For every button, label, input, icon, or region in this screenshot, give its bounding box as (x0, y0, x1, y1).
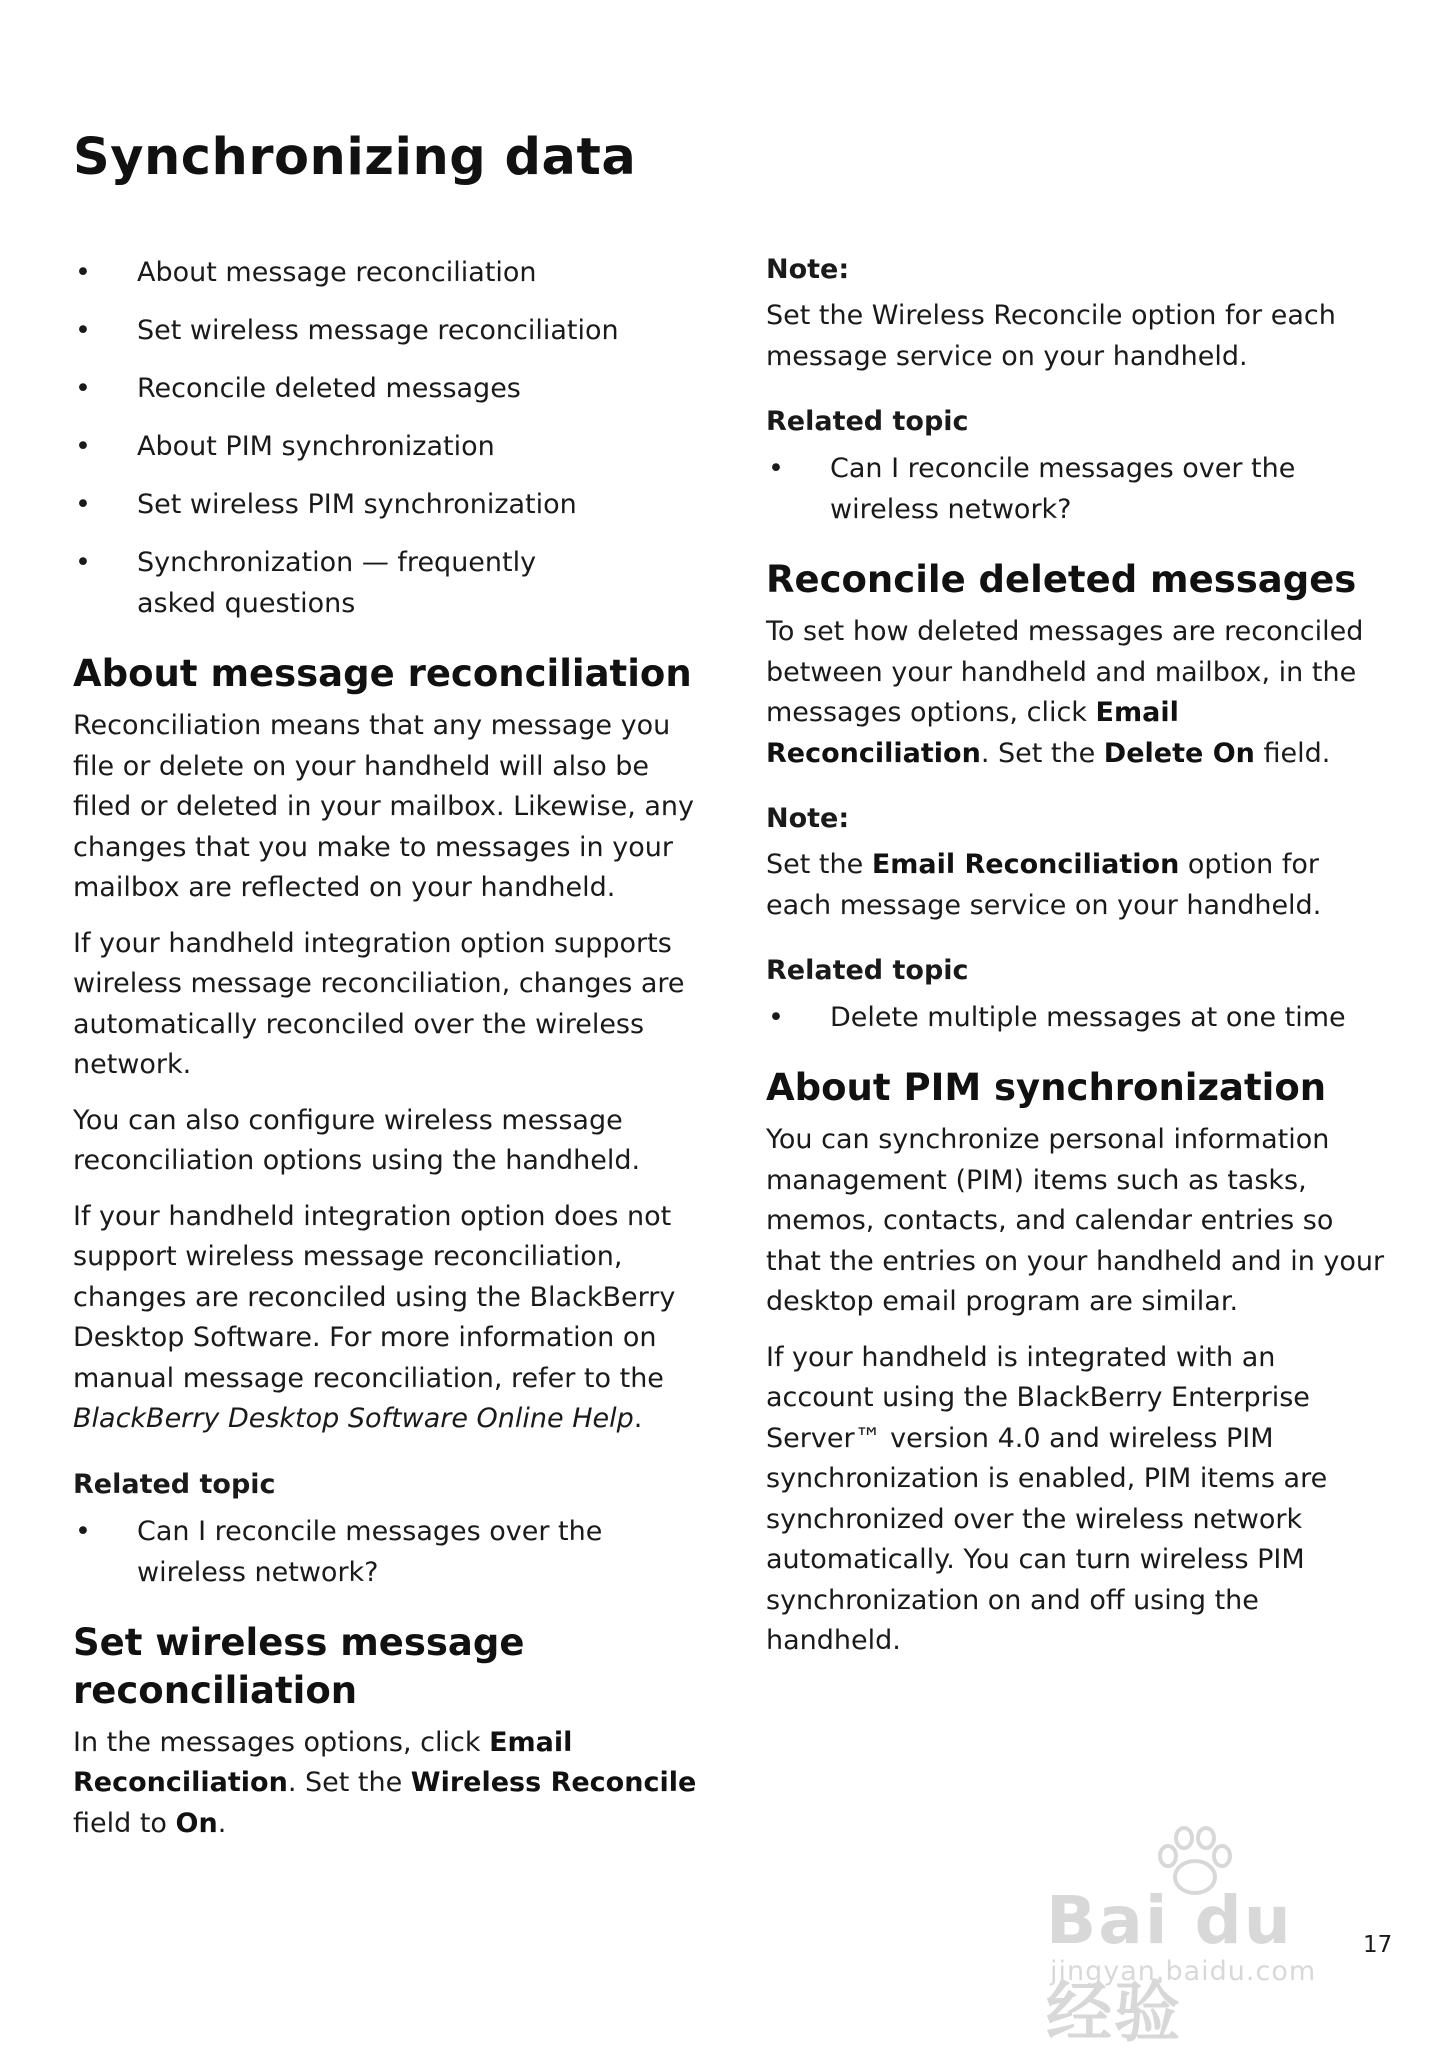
paragraph-text: Set the (766, 849, 872, 880)
paragraph-text: To set how deleted messages are reconciled between your handheld and mailbox, in the messages options, click (766, 616, 1364, 728)
paragraph-text: In the messages options, click (73, 1726, 490, 1758)
toc-item[interactable]: • Reconcile deleted messages (73, 368, 698, 409)
section-heading-reconcile-deleted-messages: Reconcile deleted messages (766, 558, 1357, 601)
paragraph-text: . Set the (980, 737, 1104, 769)
related-topic-list (73, 1511, 698, 1593)
toc-list (73, 252, 698, 624)
paragraph-text: option for each message service on your handheld. (766, 849, 1322, 921)
note-text: Set the Wireless Reconcile option for each message service on your handheld. (766, 300, 1336, 372)
related-topic-link[interactable]: • Delete multiple messages at one time (766, 997, 1391, 1038)
right-column (766, 250, 1391, 1677)
paragraph: Reconciliation means that any message you file or delete on your handheld will also be filed or deleted in your mailbox. Likewise, any changes that you make to messages in your mailbox are reflected on your handheld. (73, 710, 695, 903)
ui-term: Email Reconciliation (73, 1726, 573, 1798)
paragraph: You can also configure wireless message reconciliation options using the handheld. (73, 1104, 641, 1176)
ui-term: Wireless Reconcile (410, 1767, 697, 1798)
paragraph (73, 1723, 698, 1845)
page-number: 17 (1363, 1932, 1393, 1958)
related-topic-link[interactable]: • Can I reconcile messages over the wireless network? (73, 1511, 698, 1593)
ui-term: Email Reconciliation (871, 849, 1180, 880)
note-label: Note: (766, 254, 850, 285)
section-heading-about-message-reconciliation: About message reconciliation (73, 652, 692, 695)
paragraph (766, 612, 1391, 774)
ui-term: On (175, 1807, 218, 1839)
watermark-url: jingyan.baidu.com (1050, 1956, 1317, 1987)
related-topic-list (766, 997, 1391, 1038)
related-topic-list (766, 448, 1391, 530)
section-heading-set-wireless-message-reconciliation: Set wireless message reconciliation (73, 1620, 525, 1712)
paragraph-text: . (633, 1403, 643, 1434)
paragraph-text: field to (73, 1807, 176, 1839)
paragraph-text: field. (1254, 737, 1331, 769)
related-topic-label: Related topic (73, 1468, 276, 1500)
paragraph-text: . Set the (287, 1767, 411, 1798)
related-topic-label: Related topic (766, 955, 969, 986)
toc-item[interactable]: • About PIM synchronization (73, 426, 698, 467)
page-title: Synchronizing data (73, 128, 637, 187)
section-heading-about-pim-synchronization: About PIM synchronization (766, 1066, 1327, 1109)
related-topic-link[interactable]: • Can I reconcile messages over the wireless network? (766, 448, 1391, 530)
paragraph-text: If your handheld integration option does not support wireless message reconciliation, changes are reconciled using the BlackBerry Desktop Software. For more information on manual message reconciliation, refer to the (73, 1200, 676, 1394)
note-label: Note: (766, 803, 850, 834)
note-text (766, 845, 1391, 926)
paragraph: You can synchronize personal information management (PIM) items such as tasks, memos, contacts, and calendar entries so that the entries on your handheld and in your desktop email program are similar. (766, 1124, 1385, 1317)
baidu-watermark (1030, 1822, 1380, 2051)
ui-term: Email Reconciliation (766, 697, 1179, 769)
paragraph: If your handheld is integrated with an account using the BlackBerry Enterprise Server™ version 4.0 and wireless PIM synchronization is enabled, PIM items are synchronized over the wireless network automatically. You can turn wireless PIM synchronization on and off using the handheld. (766, 1341, 1328, 1656)
paragraph (73, 1197, 698, 1440)
left-column (73, 252, 698, 1859)
paragraph: If your handheld integration option supports wireless message reconciliation, changes are automatically reconciled over the wireless network. (73, 927, 685, 1080)
toc-item[interactable]: • About message reconciliation (73, 252, 698, 293)
help-reference: BlackBerry Desktop Software Online Help (73, 1403, 634, 1434)
toc-item[interactable]: • Set wireless message reconciliation (73, 310, 698, 351)
ui-term: Delete On (1103, 737, 1255, 769)
paragraph-text: . (217, 1807, 227, 1839)
related-topic-label: Related topic (766, 406, 969, 437)
watermark-logo: Bai du 经验 (1046, 1882, 1293, 2051)
toc-item[interactable]: • Synchronization — frequently asked questions (73, 542, 607, 624)
toc-item[interactable]: • Set wireless PIM synchronization (73, 484, 698, 525)
